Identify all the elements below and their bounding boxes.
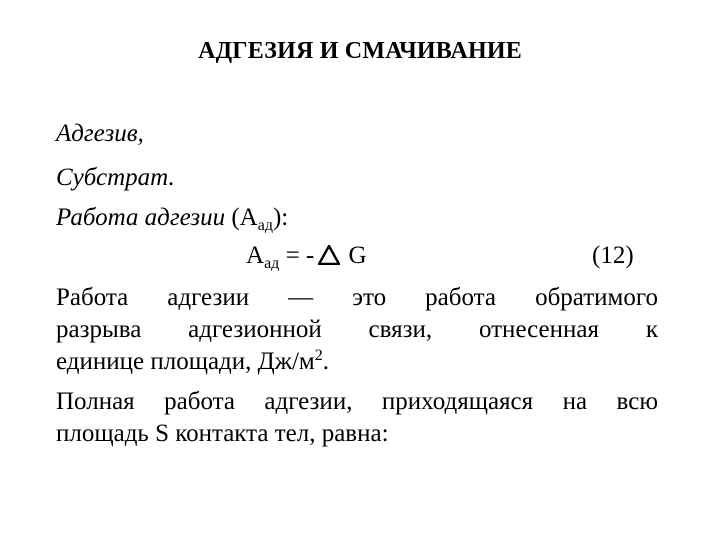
definition-line-2: разрыва адгезионной связи, отнесенная к <box>56 316 658 343</box>
work-adhesion-label <box>56 202 288 234</box>
work-label-subscript: ад <box>257 217 273 234</box>
full-work-line-1: Полная работа адгезии, приходящаяся на всю <box>56 388 658 415</box>
term-substrate: Субстрат. <box>56 164 175 191</box>
formula-equals-minus: = - <box>279 242 315 269</box>
formula-a: А <box>246 242 265 269</box>
delta-triangle-icon <box>318 242 340 274</box>
work-label-open: (А <box>225 204 258 231</box>
formula <box>246 240 367 274</box>
definition-line-3 <box>56 346 329 378</box>
definition-line-3-superscript: 2 <box>314 347 323 364</box>
formula-g: G <box>342 242 367 269</box>
term-adhesive: Адгезив, <box>56 120 144 147</box>
equation-number: (12) <box>592 242 634 269</box>
formula-subscript: ад <box>264 255 280 272</box>
work-label-close: ): <box>272 204 289 231</box>
slide-title: АДГЕЗИЯ И СМАЧИВАНИЕ <box>198 38 522 64</box>
definition-line-3-end: . <box>322 348 329 375</box>
full-work-line-2: площадь S контакта тел, равна: <box>56 420 389 447</box>
definition-line-1: Работа адгезии — это работа обратимого <box>56 284 658 311</box>
work-label-italic: Работа адгезии <box>56 204 226 231</box>
definition-line-3-text: единице площади, Дж/м <box>56 348 315 375</box>
